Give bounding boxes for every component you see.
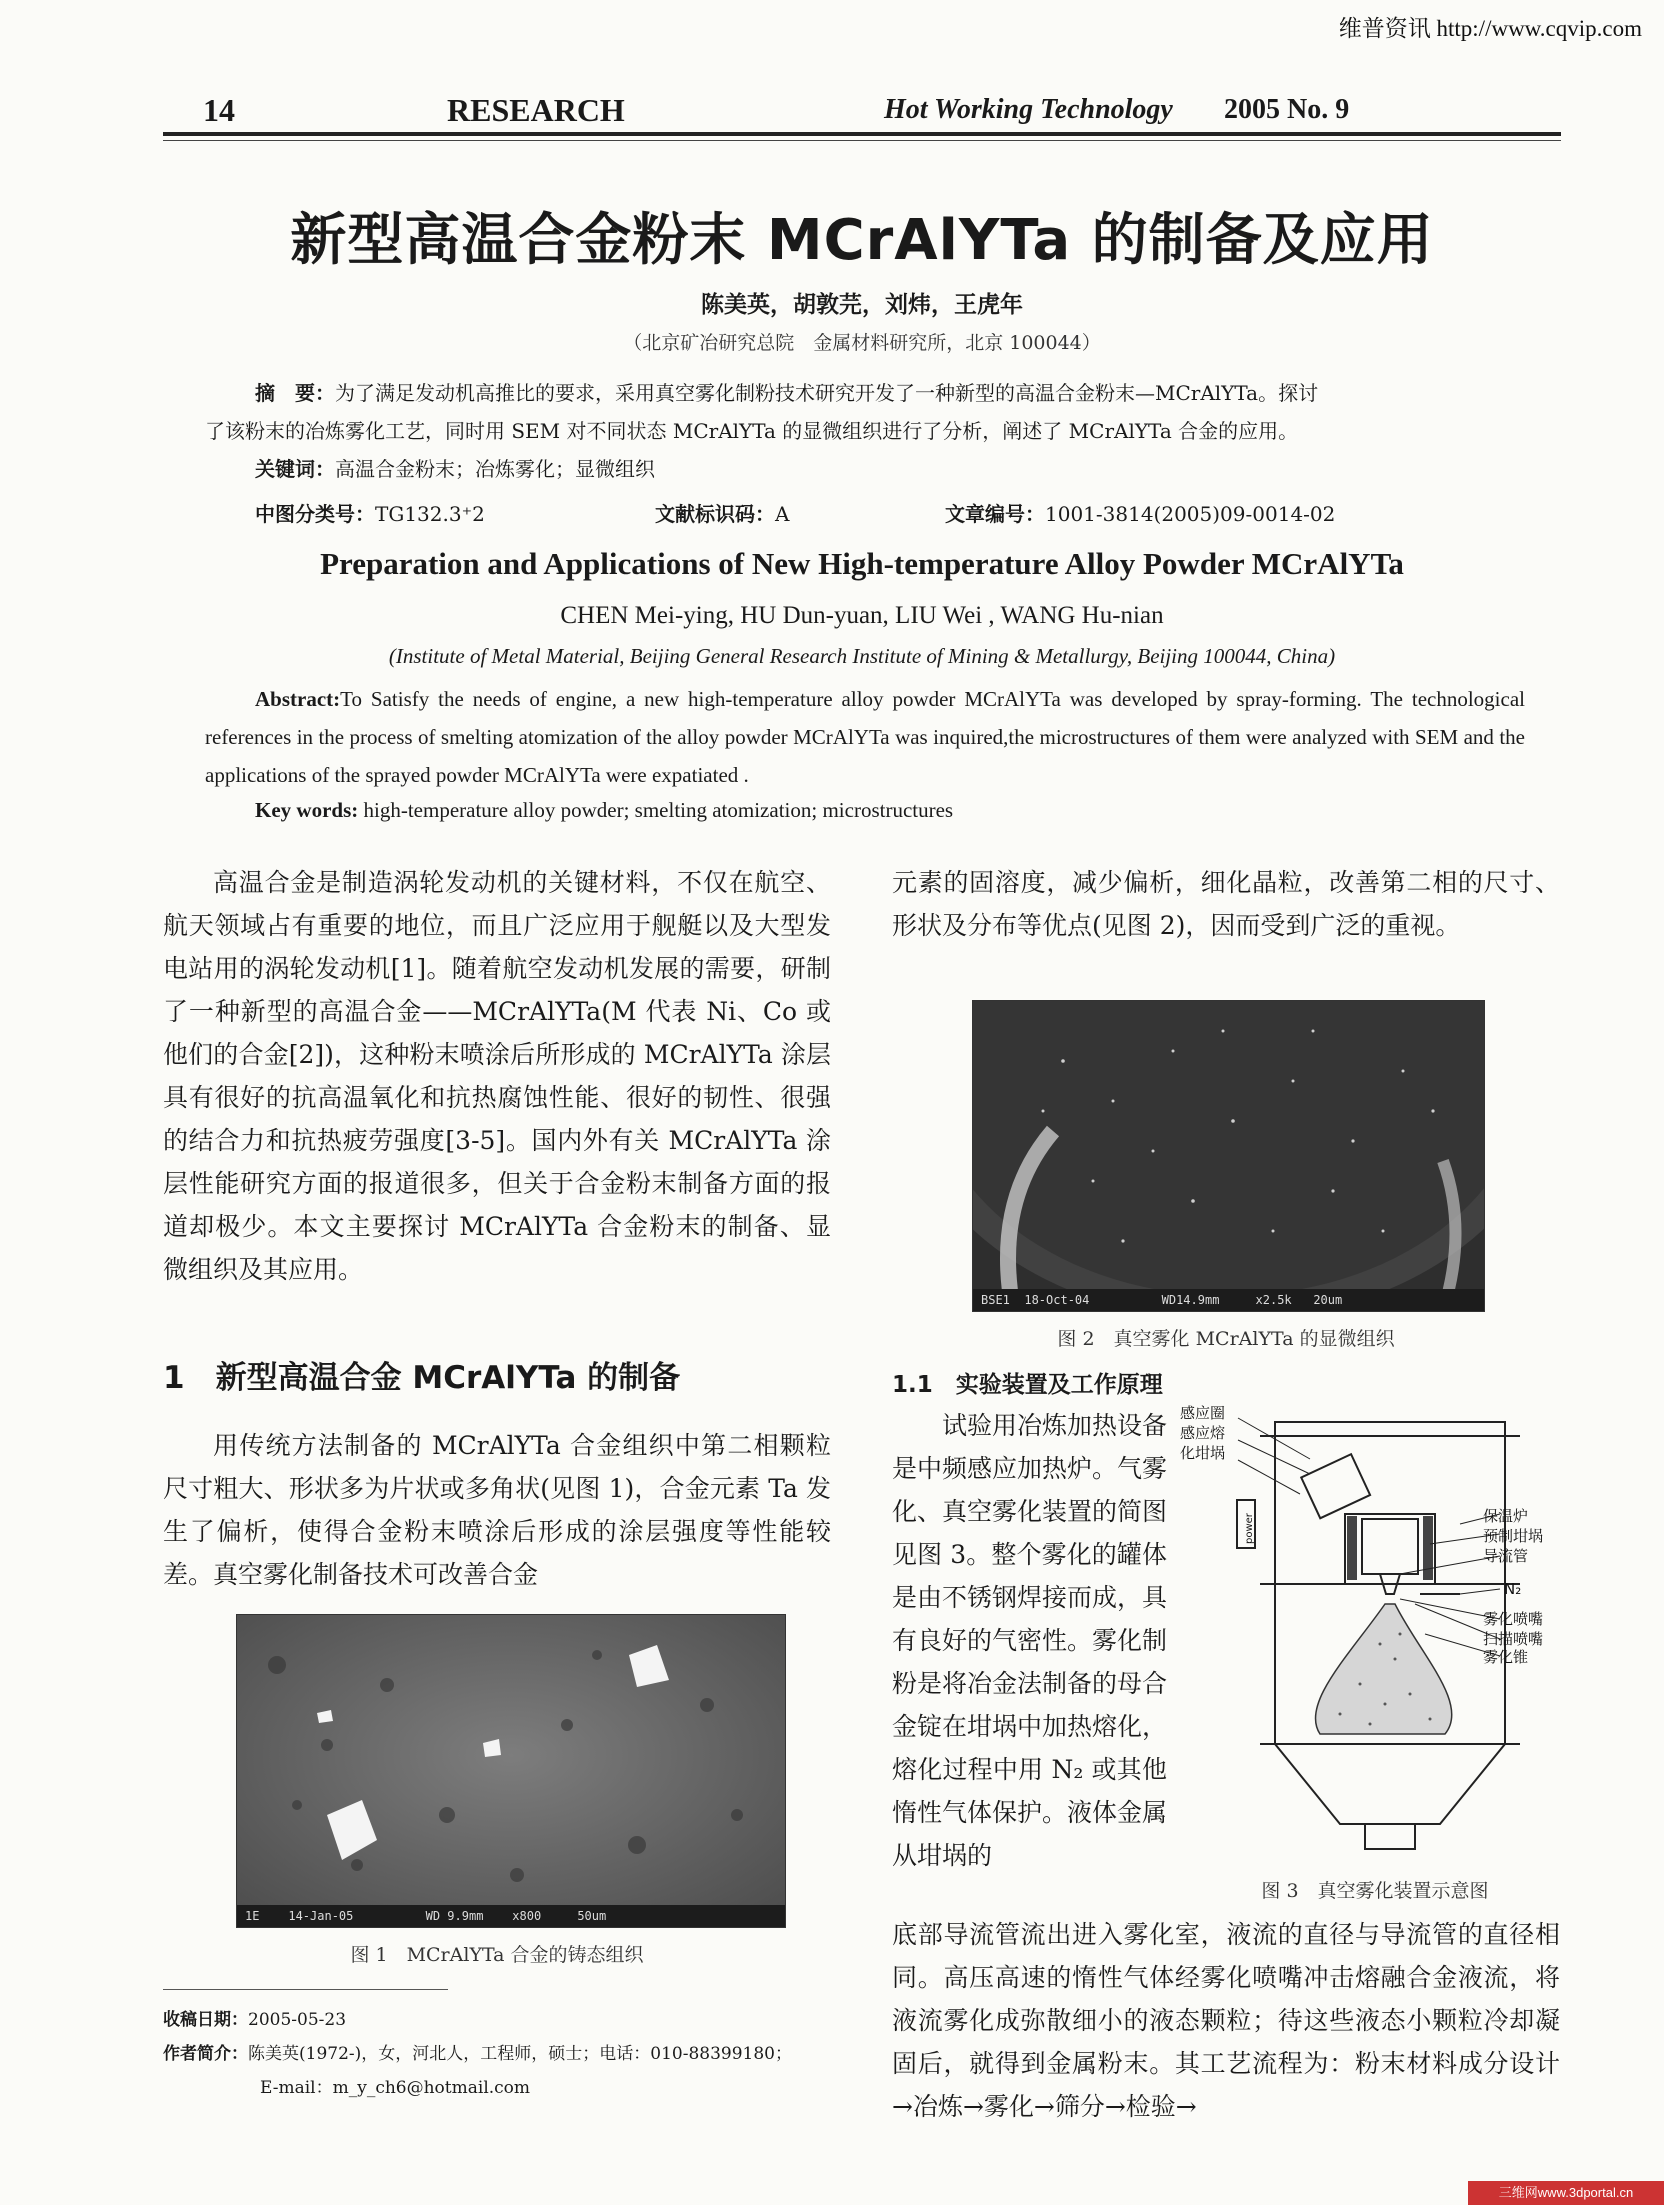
authors-cn: 陈美英，胡敦芫，刘炜，王虎年 <box>701 292 1023 318</box>
figure-2-scalebar: BSE1 18-Oct-04 WD14.9mm x2.5k 20um <box>973 1289 1484 1311</box>
journal-name: Hot Working Technology <box>884 94 1173 125</box>
body-left-para2: 用传统方法制备的 MCrAlYTa 合金组织中第二相颗粒尺寸粗大、形状多为片状或多角状(见图 1)，合金元素 Ta 发生了偏析，使得合金粉末喷涂后形成的涂层强度等性能较差。真空雾化制备技术可改善合金 <box>163 1431 831 1589</box>
abstract-en-text: To Satisfy the needs of engine, a new high-temperature alloy powder MCrAlYTa was developed by spray-forming. The technological references in the process of smelting atomization of the alloy powder MCrAlYTa was inquired,the microstructures of them were analyzed with SEM and the applications of the sprayed powder MCrAlYTa were expatiated . <box>205 687 1525 787</box>
section-1-heading: 1 新型高温合金 MCrAlYTa 的制备 <box>163 1360 681 1396</box>
received-date: 2005-05-23 <box>248 2010 347 2030</box>
page-number: 14 <box>203 92 235 128</box>
fig3-label-scanning-nozzle: 扫描喷嘴 <box>1483 1630 1544 1648</box>
authors-en: CHEN Mei-ying, HU Dun-yuan, LIU Wei , WANG Hu-nian <box>560 602 1164 629</box>
author-info: 陈美英(1972-)，女，河北人，工程师，硕士；电话：010-88399180； <box>248 2044 792 2064</box>
figure-3-caption: 图 3 真空雾化装置示意图 <box>1261 1880 1489 1902</box>
abstract-en <box>205 680 1525 794</box>
figure-2-caption: 图 2 真空雾化 MCrAlYTa 的显微组织 <box>1057 1328 1395 1350</box>
title-en: Preparation and Applications of New High-temperature Alloy Powder MCrAlYTa <box>320 546 1404 581</box>
figure-2-image <box>973 1001 1484 1311</box>
abstract-cn-label: 摘 要： <box>255 381 335 405</box>
subsection-1-1-heading: 1.1 实验装置及工作原理 <box>892 1372 1163 1398</box>
abstract-cn-line1: 为了满足发动机高推比的要求，采用真空雾化制粉技术研究开发了一种新型的高温合金粉末—MCrAlYTa。探讨 <box>335 381 1319 405</box>
figure-1-micrograph <box>236 1614 786 1928</box>
author-email: E-mail：m_y_ch6@hotmail.com <box>260 2078 531 2098</box>
affiliation-en: (Institute of Metal Material, Beijing General Research Institute of Mining & Metallurgy, Beijing 100044, China) <box>388 644 1336 668</box>
figure-3-schematic <box>1180 1404 1560 1864</box>
figure-1-image <box>237 1615 785 1927</box>
footnotes: 收稿日期：2005-05-23 作者简介：陈美英(1972-)，女，河北人，工程师，硕士；电话：010-88399180； E-mail：m_y_ch6@hotmail.com <box>163 2003 843 2105</box>
figure-1-scalebar: 1E 14-Jan-05 WD 9.9mm x800 50um <box>237 1905 785 1927</box>
body-left-intro: 高温合金是制造涡轮发动机的关键材料，不仅在航空、航天领域占有重要的地位，而且广泛应用于舰艇以及大型发电站用的涡轮发动机[1]。随着航空发动机发展的需要，研制了一种新型的高温合金——MCrAlYTa(M 代表 Ni、Co 或他们的合金[2])，这种粉末喷涂后所形成的 MCrAlYTa 涂层具有很好的抗高温氧化和抗热腐蚀性能、很好的韧性、很强的结合力和抗热疲劳强度[3-5]。国内外有关 MCrAlYTa 涂层性能研究方面的报道很多，但关于合金粉末制备方面的报道却极少。本文主要探讨 MCrAlYTa 合金粉末的制备、显微组织及其应用。 <box>163 868 831 1284</box>
header-rule-thin <box>163 140 1561 141</box>
footnote-rule <box>163 1989 448 1990</box>
fig3-label-crucible-2: 化坩埚 <box>1180 1444 1226 1462</box>
fig3-label-atomizing-cone: 雾化锥 <box>1483 1648 1529 1666</box>
fig3-label-induction-coil: 感应圈 <box>1180 1404 1226 1422</box>
body-right-para2-full: 底部导流管流出进入雾化室，液流的直径与导流管的直径相同。高压高速的惰性气体经雾化喷嘴冲击熔融合金液流，将液流雾化成弥散细小的液态颗粒；待这些液态小颗粒冷却凝固后，就得到金属粉末。其工艺流程为：粉末材料成分设计→冶炼→雾化→筛分→检验→ <box>892 1920 1560 2121</box>
fig3-label-n2: N₂ <box>1504 1580 1522 1598</box>
figure-2-micrograph <box>972 1000 1485 1312</box>
issue-label: 2005 No. 9 <box>1224 94 1350 125</box>
site-mark: 维普资讯 http://www.cqvip.com <box>1338 16 1642 41</box>
keywords-cn: 高温合金粉末；冶炼雾化；显微组织 <box>335 457 655 481</box>
section-label: RESEARCH <box>447 92 625 128</box>
header-rule <box>163 132 1561 136</box>
watermark: 三维网www.3dportal.cn <box>1468 2181 1664 2205</box>
keywords-en: Key words: high-temperature alloy powder; smelting atomization; microstructures <box>255 798 954 822</box>
body-right-para1: 元素的固溶度，减少偏析，细化晶粒，改善第二相的尺寸、形状及分布等优点(见图 2)，因而受到广泛的重视。 <box>892 868 1560 940</box>
abstract-en-label: Abstract: <box>255 687 341 711</box>
keywords-cn-label: 关键词： <box>255 457 335 481</box>
title-cn: 新型高温合金粉末 MCrAlYTa 的制备及应用 <box>290 208 1434 273</box>
fig3-label-holding-furnace: 保温炉 <box>1483 1507 1529 1525</box>
fig3-label-power: power <box>1244 1513 1255 1544</box>
figure-1-caption: 图 1 MCrAlYTa 合金的铸态组织 <box>350 1944 644 1966</box>
fig3-label-crucible-1: 感应熔 <box>1180 1424 1226 1442</box>
clc-number: 中图分类号：TG132.3⁺2 <box>255 502 485 526</box>
article-number: 文章编号：1001-3814(2005)09-0014-02 <box>945 502 1336 526</box>
abstract-cn-line2: 了该粉末的冶炼雾化工艺，同时用 SEM 对不同状态 MCrAlYTa 的显微组织进行了分析，阐述了 MCrAlYTa 合金的应用。 <box>205 419 1299 443</box>
affiliation-cn: （北京矿冶研究总院 金属材料研究所，北京 100044） <box>623 332 1101 354</box>
fig3-label-guide-tube: 导流管 <box>1483 1547 1529 1565</box>
fig3-label-atomizing-nozzle: 雾化喷嘴 <box>1483 1610 1544 1628</box>
doc-code: 文献标识码：A <box>655 502 790 526</box>
fig3-label-preset-crucible: 预制坩埚 <box>1483 1527 1544 1545</box>
figure-3-diagram <box>1180 1404 1560 1864</box>
abstract-cn <box>205 374 1525 488</box>
body-right-para2-narrow: 试验用冶炼加热设备是中频感应加热炉。气雾化、真空雾化装置的简图见图 3。整个雾化的罐体是由不锈钢焊接而成，具有良好的气密性。雾化制粉是将冶金法制备的母合金锭在坩埚中加热熔化，熔化过程中用 N₂ 或其他惰性气体保护。液体金属从坩埚的 <box>892 1411 1168 1870</box>
